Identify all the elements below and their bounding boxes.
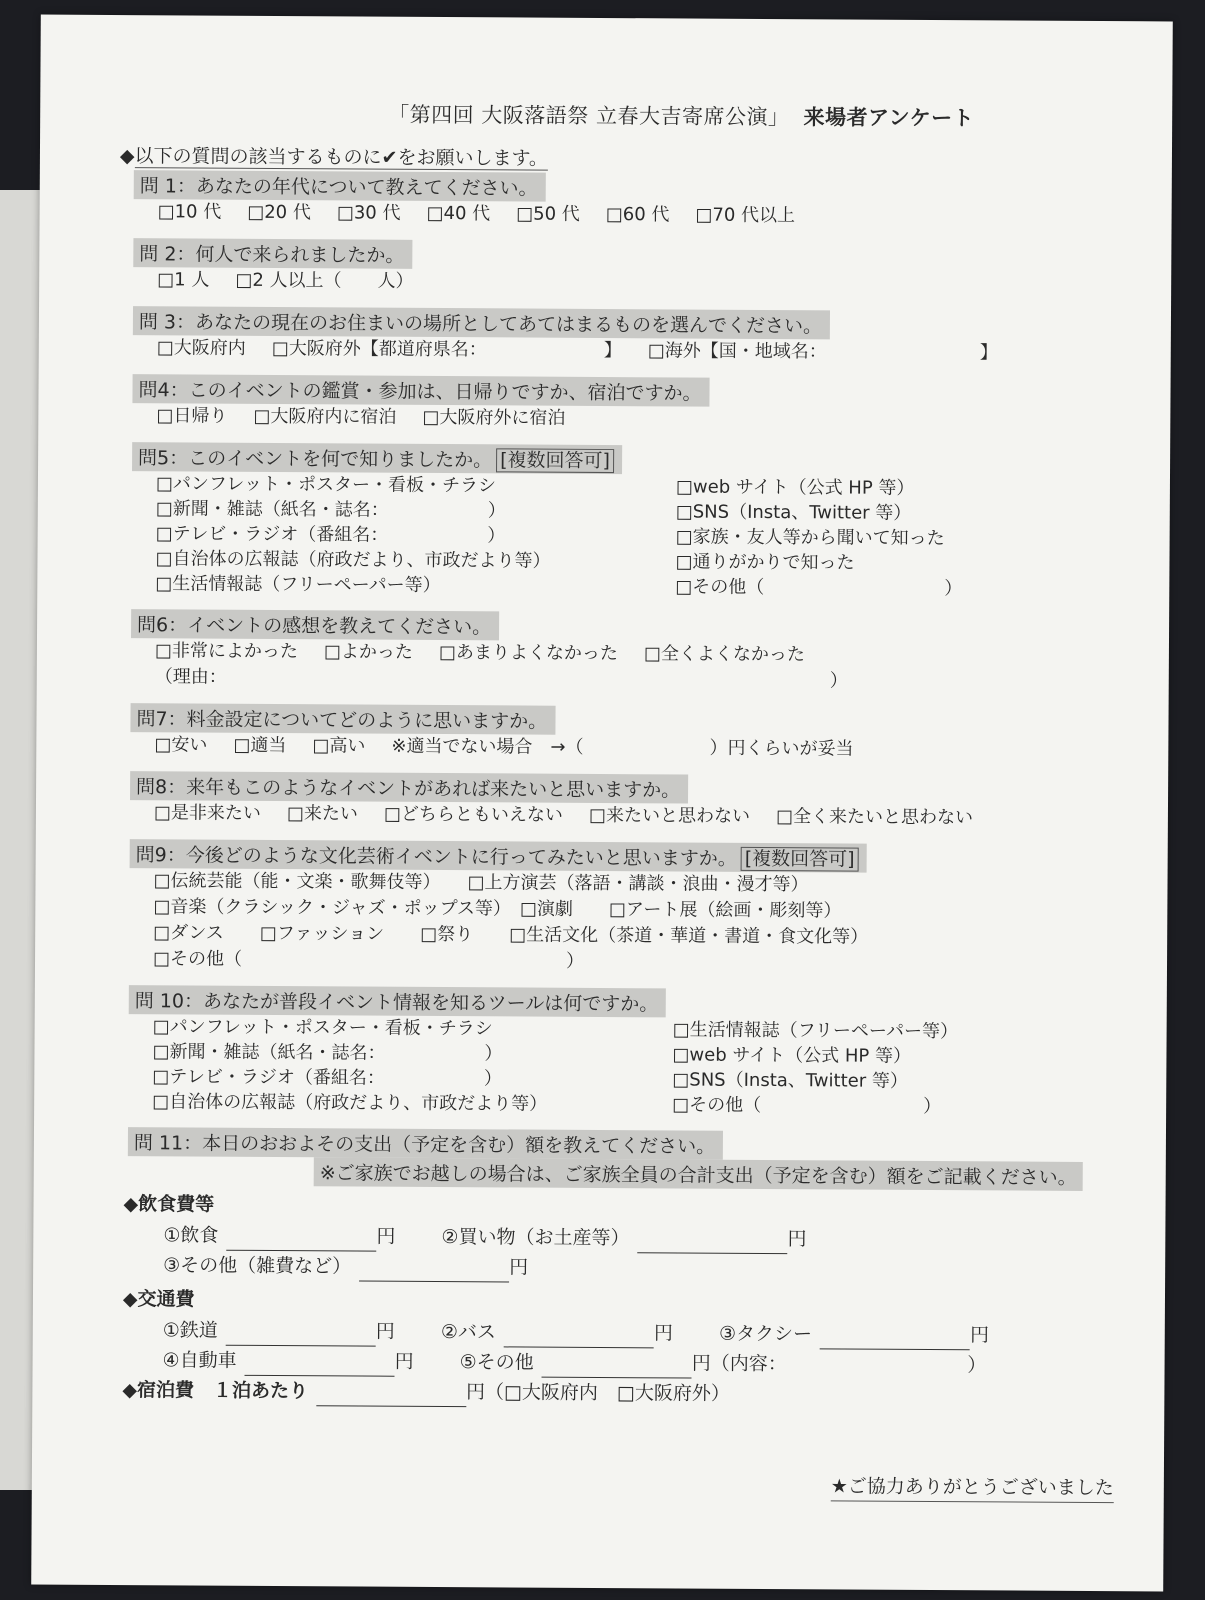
question-1-label: 問 1：あなたの年代について教えてください。 <box>134 170 546 202</box>
car-amount-field[interactable] <box>245 1357 395 1377</box>
question-7-label: 問7：料金設定についてどのように思いますか。 <box>130 703 555 735</box>
question-9-row-1[interactable]: □伝統芸能（能・文楽・歌舞伎等） □上方演芸（落語・講談・浪曲・漫才等） <box>153 870 809 896</box>
intro-instruction: ◆以下の質問の該当するものに✔をお願いします。 <box>119 145 549 170</box>
thanks-note: ★ご協力ありがとうございました <box>831 1471 1114 1503</box>
question-3-label: 問 3：あなたの現在のお住まいの場所としてあてはまるものを選んでください。 <box>133 306 830 339</box>
question-9-row-4[interactable]: □その他（ ） <box>152 948 585 972</box>
food-expense-row-1: ①飲食 円 ②買い物（お土産等） 円 <box>113 1220 1095 1256</box>
question-7 <box>116 703 1098 764</box>
question-8 <box>116 771 1098 832</box>
question-9-row-3[interactable]: □ダンス □ファッション □祭り □生活文化（茶道・華道・書道・食文化等） <box>153 922 869 948</box>
question-1-options[interactable]: □10 代 □20 代 □30 代 □40 代 □50 代 □60 代 □70 代以上 <box>157 201 796 227</box>
question-7-options[interactable]: □安い □適当 □高い ※適当でない場合 →（ ）円くらいが妥当 <box>154 734 854 760</box>
rail-amount-field[interactable] <box>226 1327 376 1347</box>
question-2 <box>119 238 1101 299</box>
survey-sheet <box>31 15 1173 1592</box>
question-4 <box>118 374 1100 435</box>
shopping-amount-field[interactable] <box>637 1234 787 1254</box>
question-9 <box>115 839 1098 978</box>
food-amount-field[interactable] <box>226 1232 376 1252</box>
question-6-label: 問6：イベントの感想を教えてください。 <box>131 609 499 640</box>
question-5 <box>117 442 1100 602</box>
question-8-label: 問8：来年もこのようなイベントがあれば来たいと思いますか。 <box>130 771 688 803</box>
question-9-row-2[interactable]: □音楽（クラシック・ジャズ・ポップス等） □演劇 □アート展（絵画・彫刻等） <box>153 896 842 922</box>
question-9-label: 問9：今後どのような文化芸術イベントに行ってみたいと思いますか。 [複数回答可] <box>130 839 867 873</box>
question-4-label: 問4：このイベントの鑑賞・参加は、日帰りですか、宿泊ですか。 <box>132 374 709 407</box>
question-8-options[interactable]: □是非来たい □来たい □どちらともいえない □来たいと思わない □全く来たいと思わない <box>153 802 974 829</box>
transport-row-2: ④自動車 円 ⑤その他 円（内容： ） <box>112 1345 1094 1381</box>
question-6-reason[interactable]: （理由： ） <box>154 666 848 692</box>
question-2-label: 問 2：何人で来られましたか。 <box>133 238 412 269</box>
question-3-options[interactable]: □大阪府内 □大阪府外【都道府県名： 】 □海外【国・地域名： 】 <box>156 337 998 364</box>
question-10-options[interactable]: □パンフレット・ポスター・看板・チラシ □新聞・雑誌（紙名・誌名： ） □テレビ・ラジオ（番組名： ） □自治体の広報誌（府政だより、市政だより等） □生活情報誌（フリーペーパー等） □web サイト（公式 HP 等） □SNS（Insta、Twitter 等） □その他（ ） <box>152 1016 959 1118</box>
other-transport-amount-field[interactable] <box>542 1359 692 1379</box>
question-11-note: ※ご家族でお越しの場合は、ご家族全員の合計支出（予定を含む）額をご記載ください。 <box>314 1157 1083 1191</box>
food-expense-title: ◆飲食費等 <box>123 1193 215 1216</box>
question-11-label: 問 11：本日のおおよその支出（予定を含む）額を教えてください。 <box>128 1127 723 1160</box>
lodging-amount-field[interactable] <box>316 1387 466 1407</box>
question-5-options[interactable]: □パンフレット・ポスター・看板・チラシ □新聞・雑誌（紙名・誌名： ） □テレビ・ラジオ（番組名： ） □自治体の広報誌（府政だより、市政だより等） □生活情報誌（フリーペーパー等） □web サイト（公式 HP 等） □SNS（Insta、Twitter 等） □家族・友人等から聞いて知った □通りがかりで知った □その他（ ） <box>155 473 963 600</box>
question-1 <box>120 170 1102 231</box>
question-11 <box>112 1127 1096 1411</box>
question-10 <box>114 985 1097 1120</box>
misc-amount-field[interactable] <box>359 1263 509 1283</box>
question-3 <box>119 306 1101 367</box>
food-expense-row-2: ③その他（雑費など） 円 <box>113 1250 1095 1286</box>
question-6-options[interactable]: □非常によかった □よかった □あまりよくなかった □全くよくなかった <box>154 640 806 666</box>
lodging-row: ◆宿泊費 １泊あたり 円（□大阪府内 □大阪府外） <box>112 1375 1094 1411</box>
question-2-options[interactable]: □1 人 □2 人以上（ 人） <box>157 269 414 292</box>
question-10-label: 問 10：あなたが普段イベント情報を知るツールは何ですか。 <box>129 985 667 1017</box>
transport-expense-title: ◆交通費 <box>122 1288 195 1311</box>
question-5-label: 問5：このイベントを何で知りましたか。 [複数回答可] <box>132 442 622 474</box>
bus-amount-field[interactable] <box>504 1328 654 1348</box>
question-4-options[interactable]: □日帰り □大阪府内に宿泊 □大阪府外に宿泊 <box>156 405 566 429</box>
question-6 <box>117 609 1099 696</box>
transport-row-1: ①鉄道 円 ②バス 円 ③タクシー 円 <box>113 1315 1095 1351</box>
taxi-amount-field[interactable] <box>820 1330 970 1350</box>
survey-title: 「第四回 大阪落語祭 立春大吉寄席公演」 来場者アンケート <box>388 102 975 131</box>
